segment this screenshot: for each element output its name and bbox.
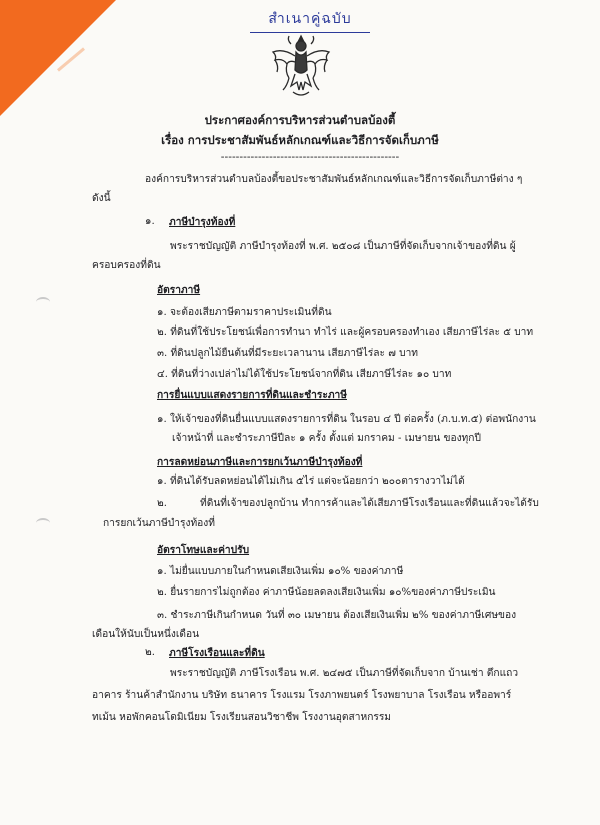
rate-item-2: ๒. ที่ดินที่ใช้ประโยชน์เพื่อการทำนา ทำไร่ และผู้ครอบครองทำเอง เสียภาษีไร่ละ ๕ บาท [157,327,534,338]
section-2-paragraph-3: ทเม้น หอพักคอนโดมิเนียม โรงเรียนสอนวิชาชีพ โรงงานอุตสาหกรรม [92,712,392,723]
penalty-item-3: ๓. ชำระภาษีเกินกำหนด วันที่ ๓๐ เมษายน ต้องเสียเงินเพิ่ม ๒% ของค่าภาษีเศษของ [157,610,517,621]
copy-stamp: สำเนาคู่ฉบับ [250,8,370,33]
announcement-title: ประกาศองค์การบริหารส่วนตำบลบ้องตี้ [204,113,396,127]
filing-item-1-cont: เจ้าหน้าที่ และชำระภาษีปีละ ๑ ครั้ง ตั้งแต่ มกราคม - เมษายน ของทุกปี [172,433,481,444]
exemption-item-1: ๑. ที่ดินได้รับลดหย่อนได้ไม่เกิน ๕ไร่ แต่จะน้อยกว่า ๒๐๐ตารางวาไม่ได้ [157,476,465,487]
penalty-item-3-cont: เดือนให้นับเป็นหนึ่งเดือน [92,629,200,640]
section-2-paragraph-2: อาคาร ร้านค้าสำนักงาน บริษัท ธนาคาร โรงแรม โรงภาพยนตร์ โรงพยาบาล โรงเรือน หรืออพาร์ [92,690,512,701]
penalty-item-2: ๒. ยื่นรายการไม่ถูกต้อง ค่าภาษีน้อยลดลงเสียเงินเพิ่ม ๑๐%ของค่าภาษีประเมิน [157,587,496,598]
punch-hole-mark [36,297,50,307]
filing-item-1: ๑. ให้เจ้าของที่ดินยื่นแบบแสดงรายการที่ดิน ในรอบ ๔ ปี ต่อครั้ง (ภ.บ.ท.๕) ต่อพนักงาน [157,414,536,425]
exemption-item-2-cont: การยกเว้นภาษีบำรุงท้องที่ [103,518,215,529]
exemption-item-2-number: ๒. [157,498,167,509]
announcement-subject: เรื่อง การประชาสัมพันธ์หลักเกณฑ์และวิธีการจัดเก็บภาษี [161,133,439,147]
punch-hole-mark [36,518,50,528]
section-1-paragraph-2: ครอบครองที่ดิน [92,260,161,271]
section-2-paragraph: พระราชบัญญัติ ภาษีโรงเรือน พ.ศ. ๒๔๗๕ เป็นภาษีที่จัดเก็บจาก บ้านเช่า ตึกแถว [170,668,519,679]
penalty-item-1: ๑. ไม่ยื่นแบบภายในกำหนดเสียเงินเพิ่ม ๑๐% ของค่าภาษี [157,566,404,577]
corner-tab [0,0,116,116]
separator-line: ------------------------------------------------ [220,150,400,163]
exemption-item-2: ที่ดินที่เจ้าของปลูกบ้าน ทำการค้าและได้เสียภาษีโรงเรือนและที่ดินแล้วจะได้รับ [200,498,539,509]
exemption-heading: การลดหย่อนภาษีและการยกเว้นภาษีบำรุงท้องที่ [157,456,363,468]
section-1-title: ภาษีบำรุงท้องที่ [169,216,236,228]
rate-item-4: ๔. ที่ดินที่ว่างเปล่าไม่ได้ใช้ประโยชน์จากที่ดิน เสียภาษีไร่ละ ๑๐ บาท [157,369,452,380]
intro-line: องค์การบริหารส่วนตำบลบ้องตี้ขอประชาสัมพันธ์หลักเกณฑ์และวิธีการจัดเก็บภาษีต่าง ๆ [145,174,523,185]
rate-item-1: ๑. จะต้องเสียภาษีตามราคาประเมินที่ดิน [157,307,332,318]
rate-heading: อัตราภาษี [157,284,201,296]
section-1-paragraph: พระราชบัญญัติ ภาษีบำรุงท้องที่ พ.ศ. ๒๕๐๘ เป็นภาษีที่จัดเก็บจากเจ้าของที่ดิน ผู้ [170,241,516,252]
section-1-number: ๑. [145,216,155,227]
section-2-number: ๒. [145,647,155,658]
rate-item-3: ๓. ที่ดินปลูกไม้ยืนต้นที่มีระยะเวลานาน เสียภาษีไร่ละ ๗ บาท [157,348,419,359]
penalty-heading: อัตราโทษและค่าปรับ [157,544,250,556]
garuda-emblem-icon [265,30,337,102]
section-2-title: ภาษีโรงเรือนและที่ดิน [169,647,265,659]
intro-line-2: ดังนี้ [92,193,111,204]
filing-heading: การยื่นแบบแสดงรายการที่ดินและชำระภาษี [157,389,347,401]
